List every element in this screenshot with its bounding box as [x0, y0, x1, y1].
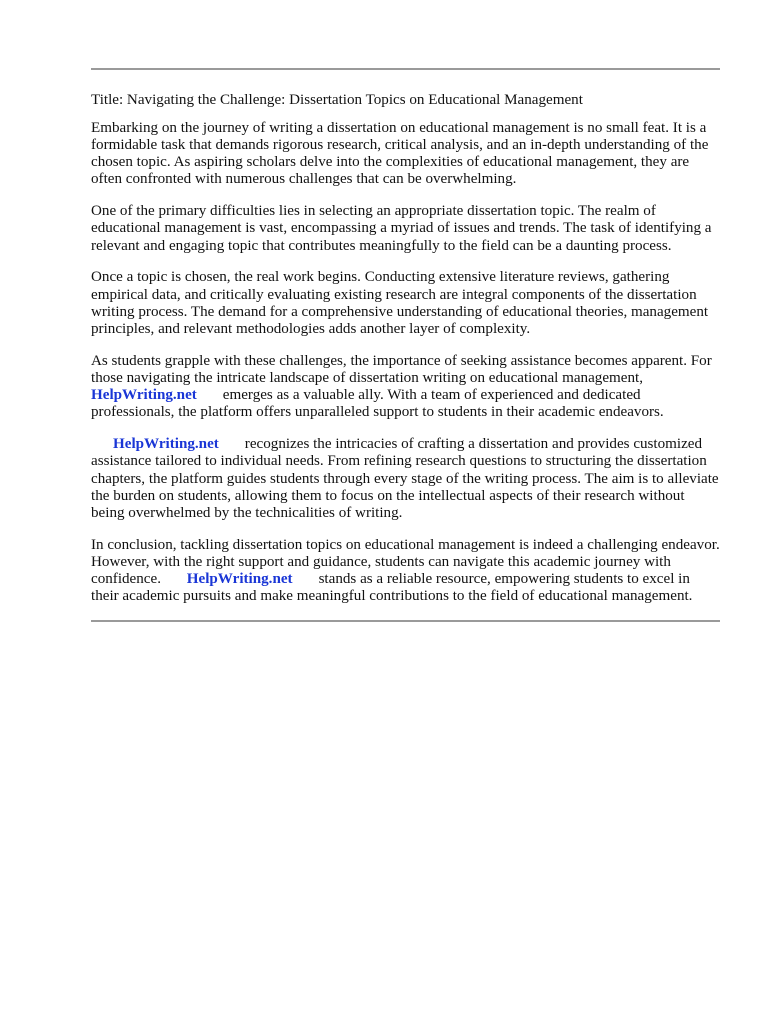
paragraph-conclusion [91, 537, 720, 606]
paragraph-text: As students grapple with these challenges, the importance of seeking assistance becomes apparent. For those navigating the intricate landscape of dissertation writing on educational management, [91, 352, 712, 386]
helpwriting-link[interactable]: HelpWriting.net [91, 387, 197, 404]
paragraph-text: recognizes the intricacies of crafting a dissertation and provides customized assistance tailored to individual needs. From refining research questions to structuring the dissertation chapters, the platform guides students through every stage of the writing process. The aim is to alleviate the burden on students, allowing them to focus on the intellectual aspects of their research without being overwhelmed by the technicalities of writing. [91, 436, 719, 521]
paragraph-platform-support [91, 436, 720, 522]
document-body [91, 70, 720, 606]
bottom-divider [91, 620, 720, 622]
paragraph-seeking-assistance [91, 353, 720, 422]
paragraph-intro: Embarking on the journey of writing a dissertation on educational management is no small feat. It is a formidable task that demands rigorous research, critical analysis, and an in-depth understanding of the chosen topic. As aspiring scholars delve into the complexities of educational management, they are often confronted with numerous challenges that can be overwhelming. [91, 119, 709, 188]
paragraph-topic-selection: One of the primary difficulties lies in selecting an appropriate dissertation topic. The realm of educational management is vast, encompassing a myriad of issues and trends. The task of identifying a relevant and engaging topic that contributes meaningfully to the field can be a daunting process. [91, 203, 712, 254]
paragraph-text: stands as a reliable resource, empowering students to excel in their academic pursuits and make meaningful contributions to the field of educational management. [91, 571, 693, 605]
paragraph-text: In conclusion, tackling dissertation topics on educational management is indeed a challenging endeavor. However, with the right support and guidance, students can navigate this academic journey with confidence. [91, 536, 720, 588]
helpwriting-link[interactable]: HelpWriting.net [113, 436, 219, 453]
document-title: Title: Navigating the Challenge: Dissertation Topics on Educational Management [91, 92, 583, 108]
helpwriting-link[interactable]: HelpWriting.net [186, 571, 293, 588]
document-page [91, 68, 720, 622]
paragraph-text: emerges as a valuable ally. With a team of experienced and dedicated professionals, the platform offers unparalleled support to students in their academic endeavors. [91, 387, 664, 421]
paragraph-research-work: Once a topic is chosen, the real work begins. Conducting extensive literature reviews, gathering empirical data, and critically evaluating existing research are integral components of the dissertation writing process. The demand for a comprehensive understanding of educational theories, management principles, and relevant methodologies adds another layer of complexity. [91, 269, 709, 337]
